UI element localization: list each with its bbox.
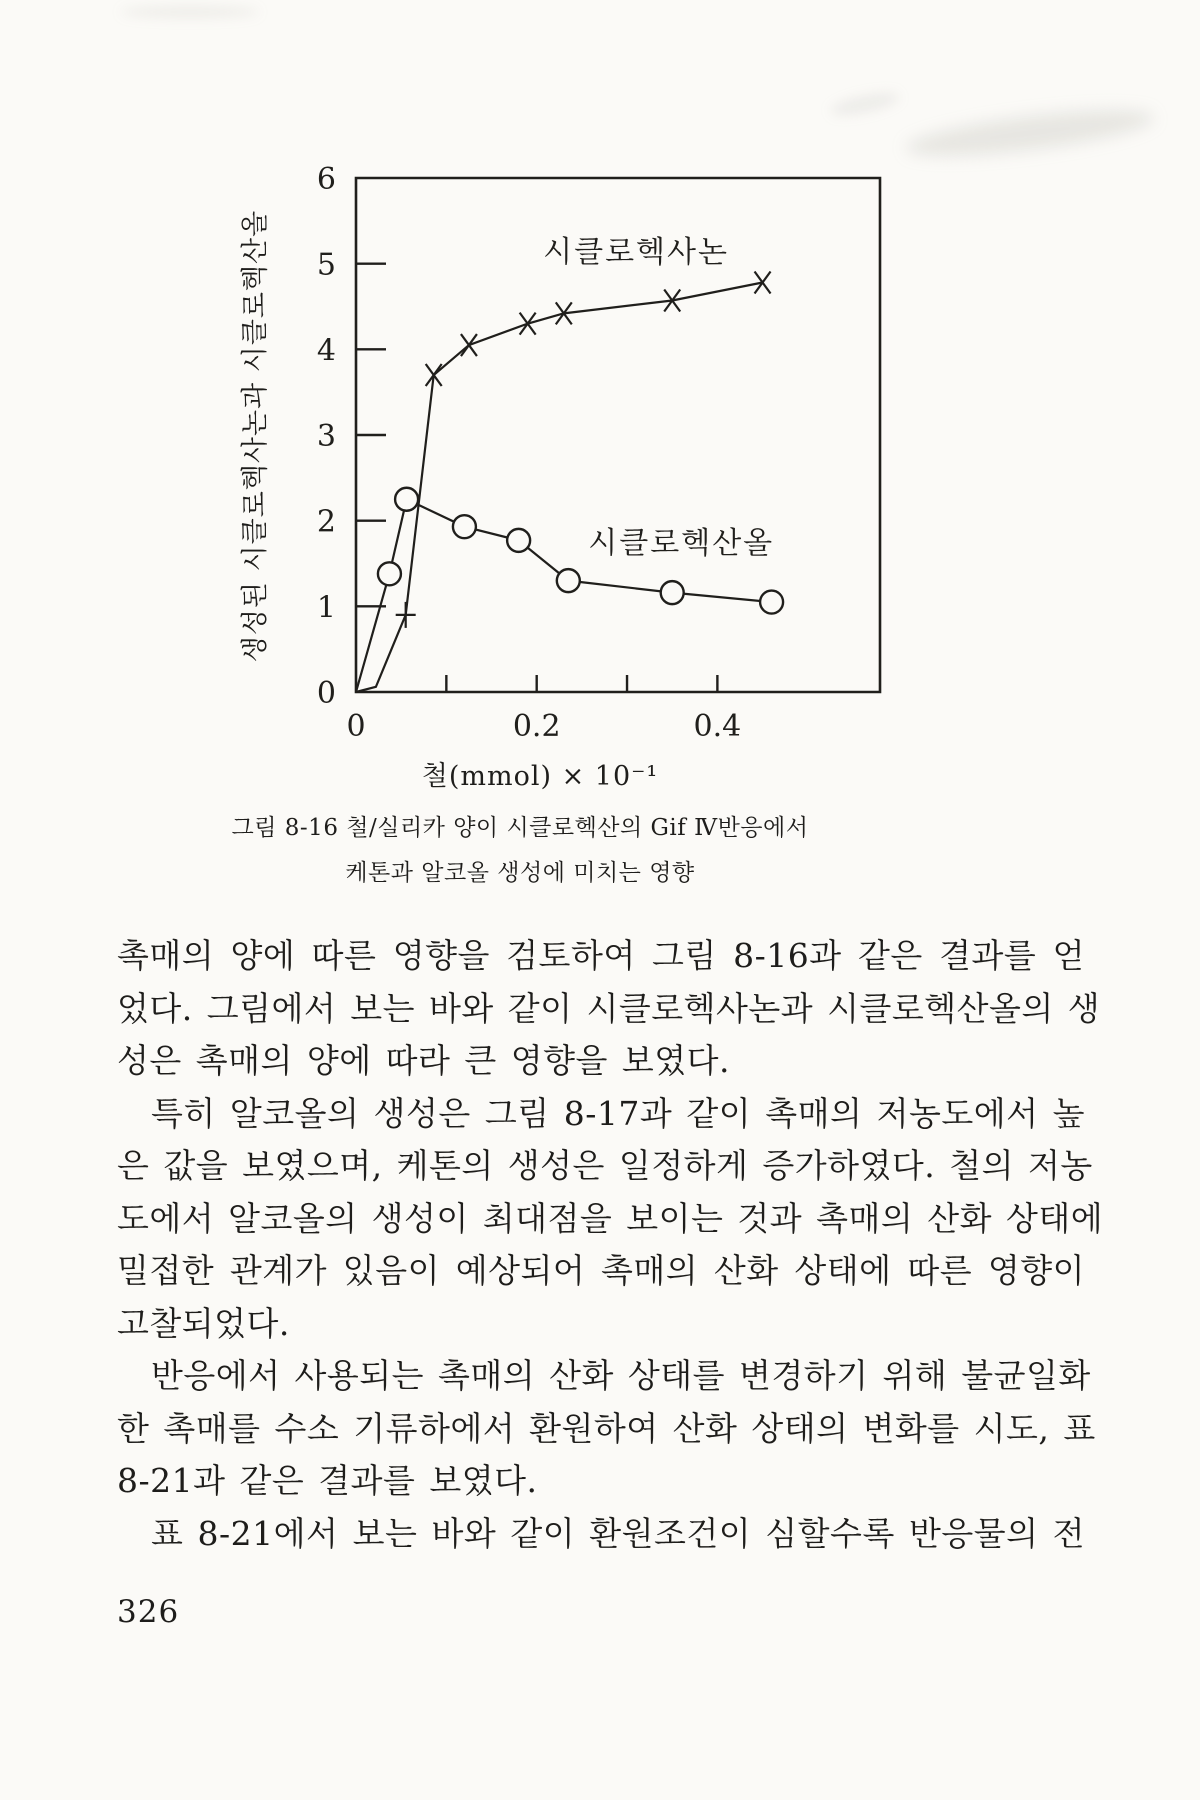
text-line: 8-21과 같은 결과를 보였다.	[117, 1461, 538, 1500]
y-axis-label: 생성된 시클로헥사논과 시클로헥산올	[240, 209, 271, 663]
series-line	[356, 283, 763, 692]
figure-caption	[110, 806, 930, 896]
body-text	[117, 930, 1104, 1560]
y-tick-label: 3	[316, 419, 336, 454]
circle-marker	[453, 515, 476, 538]
text-line: 촉매의 양에 따른 영향을 검토하여 그림 8-16과 같은 결과를 얻	[117, 936, 1085, 975]
axis-ticks	[356, 264, 717, 692]
y-tick-label: 4	[316, 333, 336, 369]
circle-marker	[378, 562, 401, 585]
y-tick-label: 5	[316, 247, 336, 283]
text-line: 었다. 그림에서 보는 바와 같이 시클로헥사논과 시클로헥산올의 생	[117, 988, 1101, 1028]
series-cyclohexanol	[356, 488, 783, 692]
series-cyclohexanone	[356, 235, 771, 692]
text-line: 반응에서 사용되는 촉매의 산화 상태를 변경하기 위해 불균일화	[151, 1356, 1091, 1395]
text-line: 특히 알코올의 생성은 그림 8-17과 같이 촉매의 저농도에서 높	[151, 1093, 1085, 1133]
figure-line-chart	[0, 0, 1200, 800]
circle-marker	[507, 529, 530, 552]
circle-marker	[395, 488, 418, 511]
circle-marker	[760, 591, 783, 614]
x-axis-label: 철(mmol) × 10⁻¹	[421, 761, 659, 792]
y-tick-label: 6	[316, 162, 336, 197]
page-number: 326	[117, 1594, 180, 1630]
x-tick-label: 0	[346, 709, 366, 744]
figure-caption-line1: 그림 8-16 철/실리카 양이 시클로헥산의 Gif Ⅳ반응에서	[231, 815, 809, 841]
figure-caption-line2: 케톤과 알코올 생성에 미치는 영향	[345, 860, 695, 886]
y-tick-label: 0	[316, 676, 336, 711]
text-line: 표 8-21에서 보는 바와 같이 환원조건이 심할수록 반응물의 전	[151, 1513, 1085, 1553]
series-label: 시클로헥산올	[588, 526, 775, 562]
y-tick-label: 1	[316, 590, 336, 626]
text-line: 도에서 알코올의 생성이 최대점을 보이는 것과 촉매의 산화 상태에	[117, 1198, 1104, 1238]
series-label: 시클로헥사논	[543, 234, 730, 270]
x-tick-label: 0.4	[693, 709, 742, 744]
circle-marker	[557, 569, 580, 592]
circle-marker	[661, 581, 684, 604]
x-tick-label: 0.2	[512, 709, 561, 744]
text-line: 성은 촉매의 양에 따라 큰 영향을 보였다.	[117, 1041, 730, 1080]
text-line: 은 값을 보였으며, 케톤의 생성은 일정하게 증가하였다. 철의 저농	[117, 1146, 1093, 1185]
text-line: 고찰되었다.	[117, 1303, 290, 1343]
y-tick-label: 2	[316, 504, 336, 540]
text-line: 밀접한 관계가 있음이 예상되어 촉매의 산화 상태에 따른 영향이	[117, 1251, 1085, 1290]
text-line: 한 촉매를 수소 기류하에서 환원하여 산화 상태의 변화를 시도, 표	[117, 1408, 1096, 1448]
